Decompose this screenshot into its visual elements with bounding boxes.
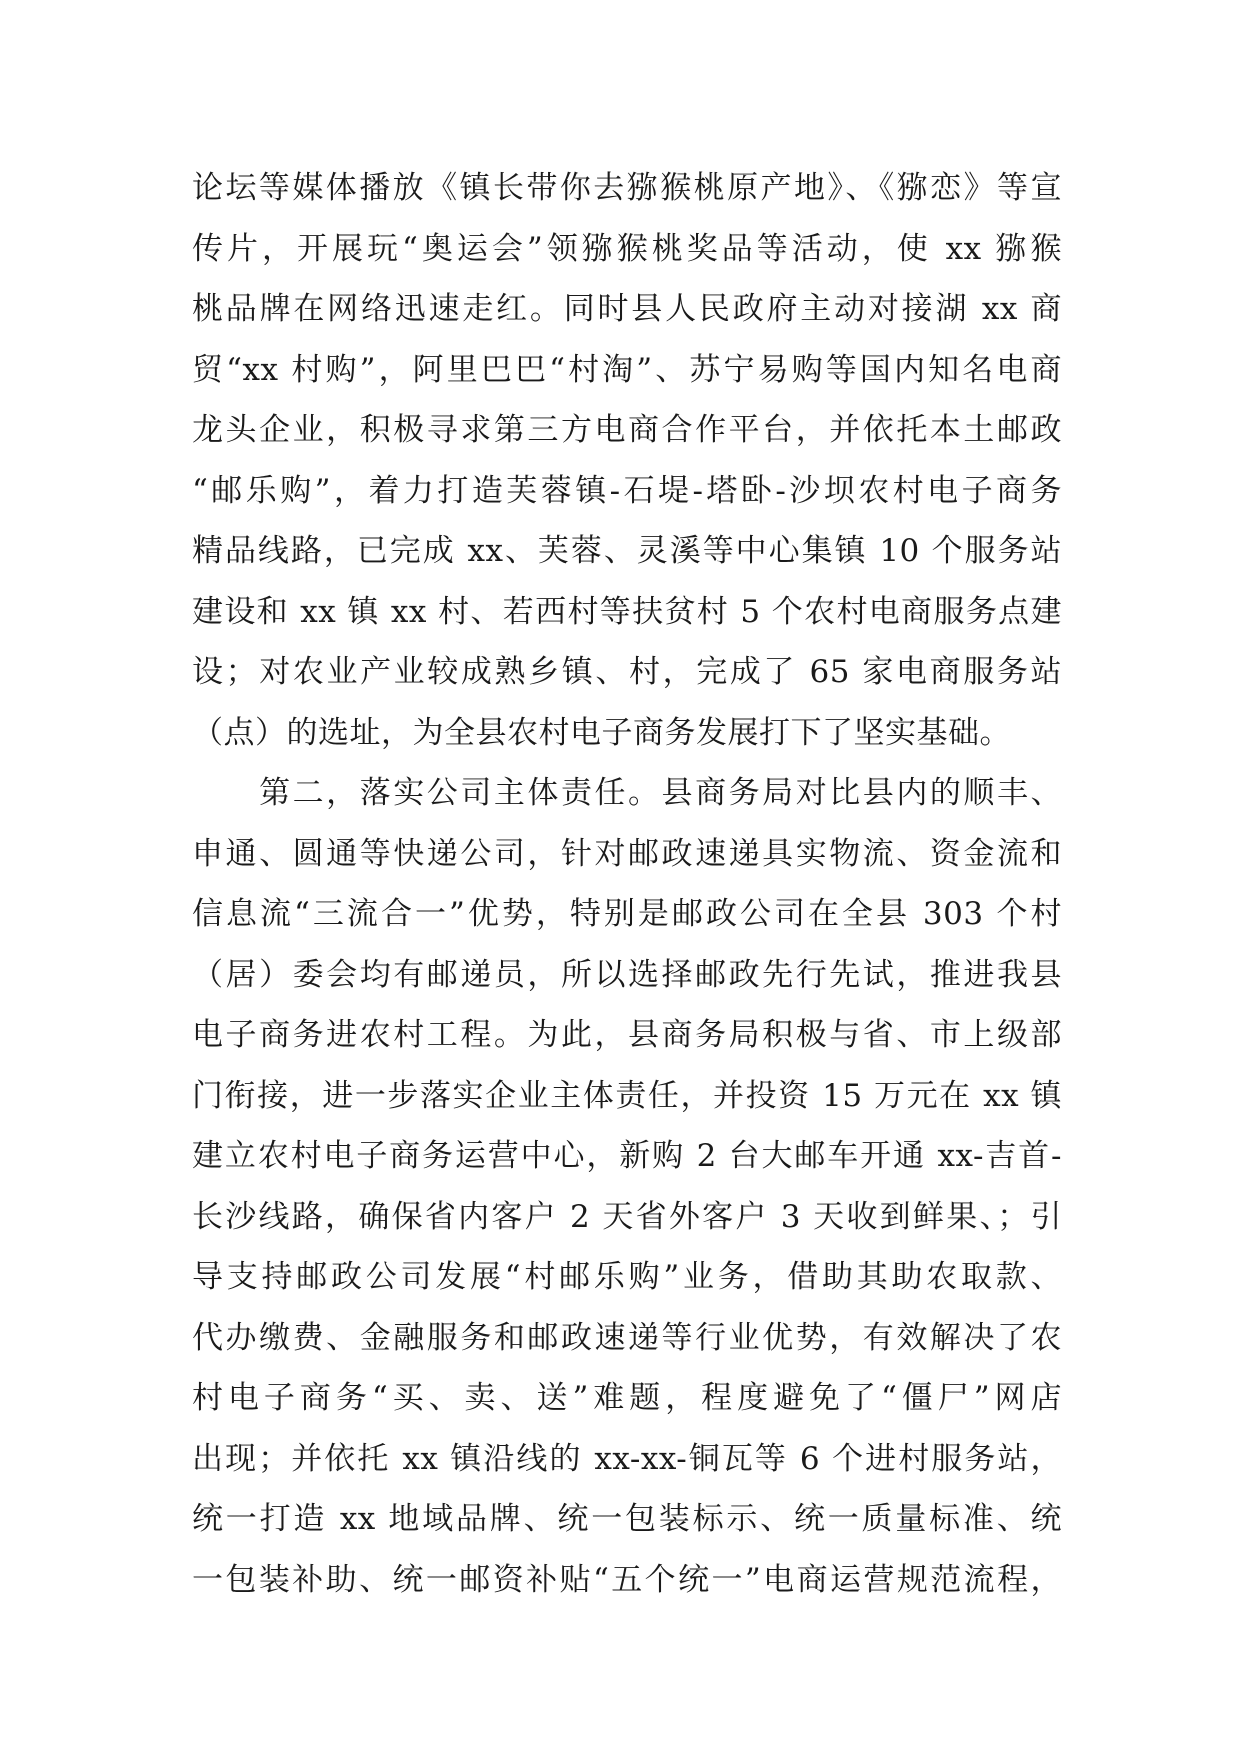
text-line: 设；对农业产业较成熟乡镇、村，完成了 65 家电商服务站 <box>192 654 1062 690</box>
text-line: 长沙线路，确保省内客户 2 天省外客户 3 天收到鲜果、；引 <box>192 1198 1062 1235</box>
text-line: 申通、圆通等快递公司，针对邮政速递具实物流、资金流和 <box>192 835 1062 872</box>
text-line: 统一打造 xx 地域品牌、统一包装标示、统一质量标准、统 <box>192 1501 1062 1537</box>
body-text <box>192 158 1062 1610</box>
text-line: 一包装补助、统一邮资补贴“五个统一”电商运营规范流程， <box>192 1561 1062 1598</box>
text-line: 论坛等媒体播放《镇长带你去猕猴桃原产地》、《猕恋》等宣 <box>192 170 1062 206</box>
text-line: 桃品牌在网络迅速走红。同时县人民政府主动对接湖 xx 商 <box>192 291 1062 327</box>
text-line: 精品线路，已完成 xx、芙蓉、灵溪等中心集镇 10 个服务站 <box>192 533 1062 569</box>
text-line: （点）的选址，为全县农村电子商务发展打下了坚实基础。 <box>192 714 1011 751</box>
text-line: 建设和 xx 镇 xx 村、若西村等扶贫村 5 个农村电商服务点建 <box>192 593 1062 630</box>
text-line: “邮乐购”，着力打造芙蓉镇-石堤-塔卧-沙坝农村电子商务 <box>192 472 1062 509</box>
text-line: 代办缴费、金融服务和邮政速递等行业优势，有效解决了农 <box>192 1319 1062 1356</box>
text-line: （居）委会均有邮递员，所以选择邮政先行先试，推进我县 <box>192 956 1062 993</box>
text-line: 导支持邮政公司发展“村邮乐购”业务，借助其助农取款、 <box>192 1259 1062 1295</box>
text-line: 传片，开展玩“奥运会”领猕猴桃奖品等活动，使 xx 猕猴 <box>192 230 1062 267</box>
text-line: 第二，落实公司主体责任。县商务局对比县内的顺丰、 <box>192 775 1062 811</box>
text-line: 信息流“三流合一”优势，特别是邮政公司在全县 303 个村 <box>192 896 1062 932</box>
text-line: 门衔接，进一步落实企业主体责任，并投资 15 万元在 xx 镇 <box>192 1077 1062 1114</box>
text-line: 电子商务进农村工程。为此，县商务局积极与省、市上级部 <box>192 1017 1062 1053</box>
text-line: 村电子商务“买、卖、送”难题，程度避免了“僵尸”网店 <box>192 1380 1062 1416</box>
text-line: 出现；并依托 xx 镇沿线的 xx-xx-铜瓦等 6 个进村服务站， <box>192 1440 1062 1477</box>
text-line: 龙头企业，积极寻求第三方电商合作平台，并依托本土邮政 <box>192 412 1062 448</box>
text-line: 贸“xx 村购”，阿里巴巴“村淘”、苏宁易购等国内知名电商 <box>192 351 1062 388</box>
text-line: 建立农村电子商务运营中心，新购 2 台大邮车开通 xx-吉首- <box>192 1138 1062 1174</box>
